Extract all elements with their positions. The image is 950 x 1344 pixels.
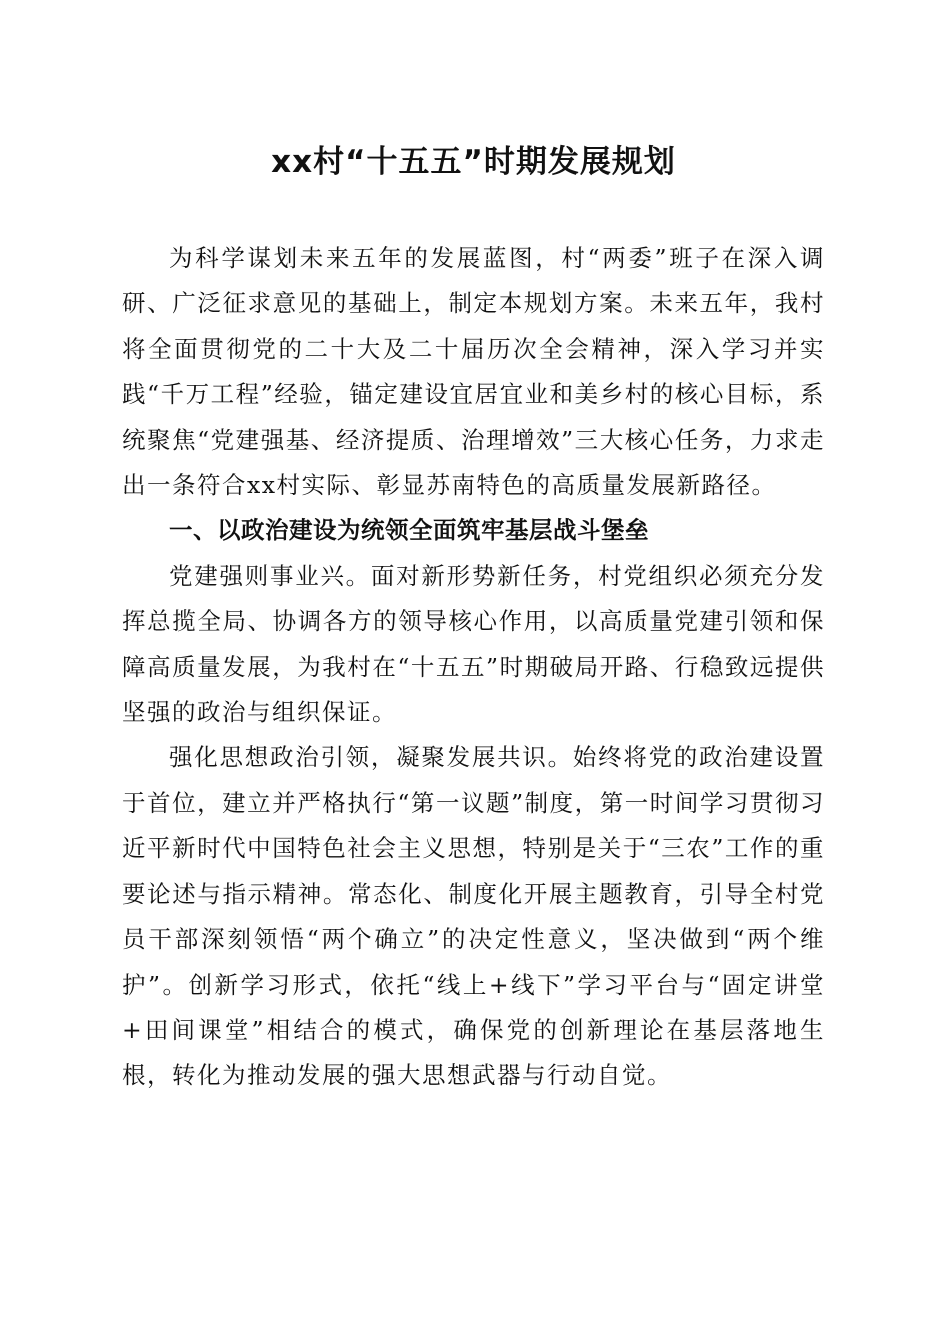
section-paragraph-1: 党建强则事业兴。面对新形势新任务，村党组织必须充分发挥总揽全局、协调各方的领导核心作用，以高质量党建引领和保障高质量发展，为我村在“十五五”时期破局开路、行稳致远提供坚强的政治与组织保证。	[122, 561, 825, 727]
section-heading: 一、以政治建设为统领全面筑牢基层战斗堡垒	[169, 516, 649, 545]
section-1	[122, 508, 825, 1098]
document-body	[122, 236, 825, 1099]
section-paragraph-2: 强化思想政治引领，凝聚发展共识。始终将党的政治建设置于首位，建立并严格执行“第一议题”制度，第一时间学习贯彻习近平新时代中国特色社会主义思想，特别是关于“三农”工作的重要论述与指示精神。常态化、制度化开展主题教育，引导全村党员干部深刻领悟“两个确立”的决定性意义，坚决做到“两个维护”。创新学习形式，依托“线上+线下”学习平台与“固定讲堂+田间课堂”相结合的模式，确保党的创新理论在基层落地生根，转化为推动发展的强大思想武器与行动自觉。	[122, 743, 825, 1090]
intro-paragraph: 为科学谋划未来五年的发展蓝图，村“两委”班子在深入调研、广泛征求意见的基础上，制定本规划方案。未来五年，我村将全面贯彻党的二十大及二十届历次全会精神，深入学习并实践“千万工程”经验，锚定建设宜居宜业和美乡村的核心目标，系统聚焦“党建强基、经济提质、治理增效”三大核心任务，力求走出一条符合xx村实际、彰显苏南特色的高质量发展新路径。	[122, 244, 825, 500]
document-title: xx村“十五五”时期发展规划	[271, 144, 676, 180]
